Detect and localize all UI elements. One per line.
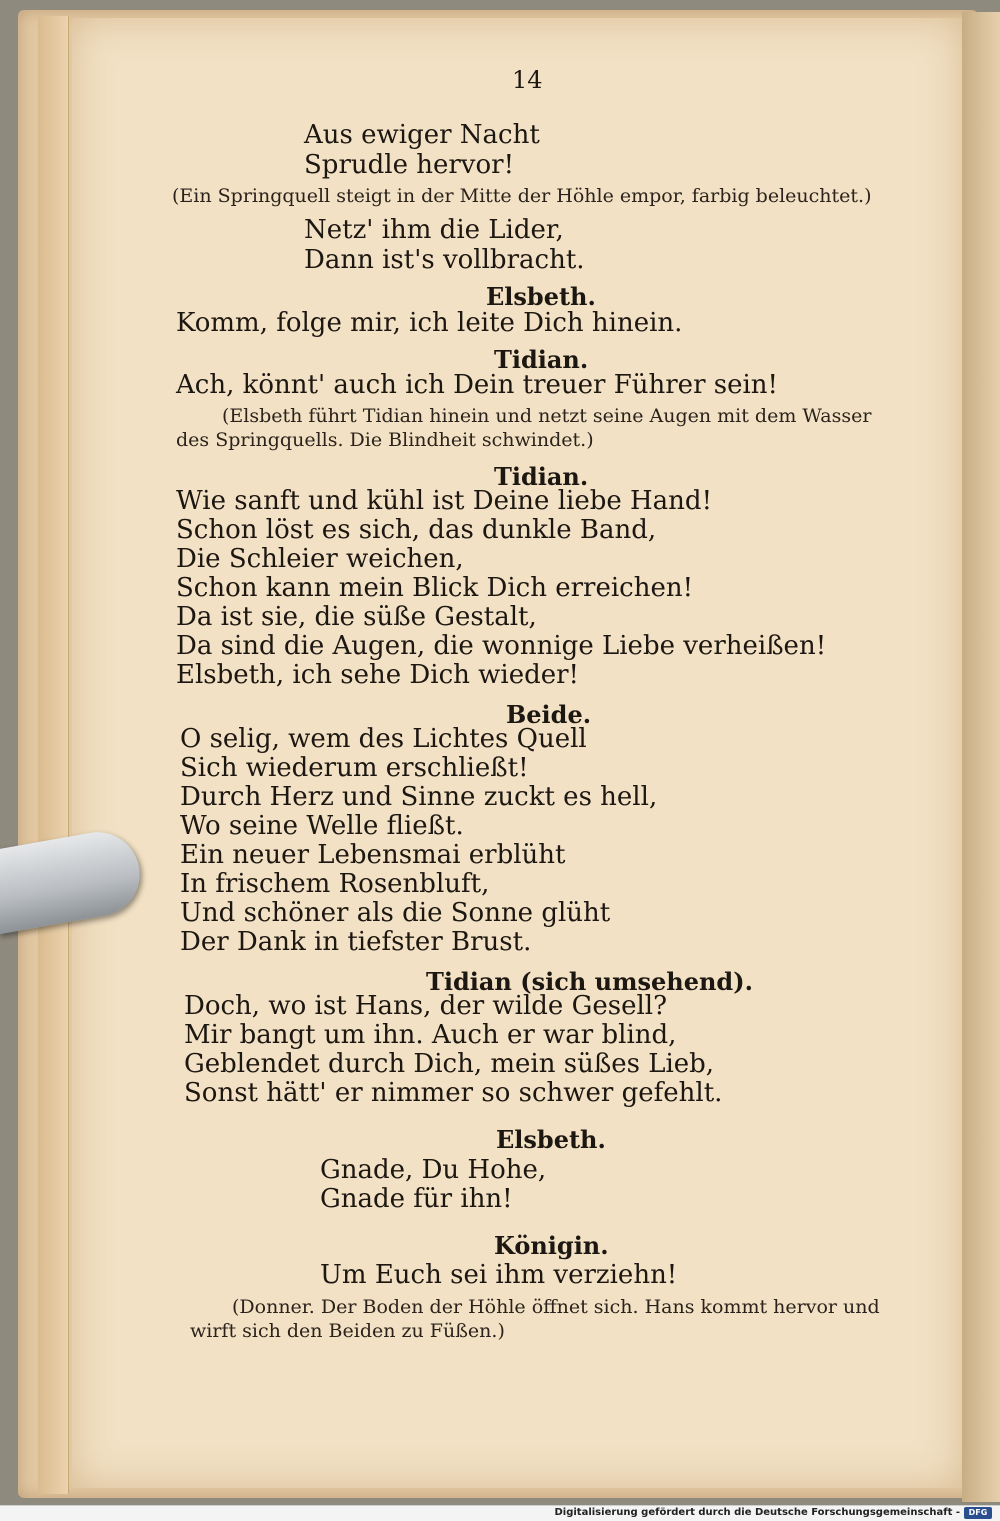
- speaker-name: Königin.: [494, 1231, 609, 1260]
- next-page-edge: [962, 12, 1000, 1502]
- verse-line: Geblendet durch Dich, mein süßes Lieb,: [184, 1049, 715, 1079]
- footer-bar: [0, 1505, 1000, 1521]
- speaker-name: Elsbeth.: [496, 1125, 606, 1154]
- verse-line: Netz' ihm die Lider,: [304, 215, 564, 245]
- verse-line: Um Euch sei ihm verziehn!: [320, 1260, 678, 1290]
- verse-line: Gnade für ihn!: [320, 1184, 513, 1214]
- verse-line: Elsbeth, ich sehe Dich wieder!: [176, 660, 579, 690]
- verse-line: Schon kann mein Blick Dich erreichen!: [176, 573, 694, 603]
- speaker-name: Tidian.: [494, 345, 589, 374]
- verse-line: Sprudle hervor!: [304, 150, 515, 180]
- funding-credit: Digitalisierung gefördert durch die Deutsche Forschungsgemeinschaft -: [554, 1507, 960, 1518]
- page-number: 14: [512, 66, 543, 94]
- dfg-logo: DFG: [964, 1507, 992, 1519]
- verse-line: Komm, folge mir, ich leite Dich hinein.: [176, 308, 683, 338]
- speaker-name: Elsbeth.: [486, 282, 596, 311]
- stage-direction: (Elsbeth führt Tidian hinein und netzt seine Augen mit dem Wasser: [222, 405, 872, 427]
- page-edges: [38, 16, 69, 1494]
- verse-line: Ein neuer Lebensmai erblüht: [180, 840, 566, 870]
- verse-line: In frischem Rosenbluft,: [180, 869, 490, 899]
- verse-line: Der Dank in tiefster Brust.: [180, 927, 532, 957]
- verse-line: Schon löst es sich, das dunkle Band,: [176, 515, 657, 545]
- verse-line: Wo seine Welle fließt.: [180, 811, 464, 841]
- verse-line: Da ist sie, die süße Gestalt,: [176, 602, 537, 632]
- verse-line: Doch, wo ist Hans, der wilde Gesell?: [184, 991, 668, 1021]
- verse-line: Sich wiederum erschließt!: [180, 753, 529, 783]
- verse-line: Sonst hätt' er nimmer so schwer gefehlt.: [184, 1078, 723, 1108]
- verse-line: Aus ewiger Nacht: [304, 120, 540, 150]
- speaker-name: Tidian.: [494, 462, 589, 491]
- verse-line: Dann ist's vollbracht.: [304, 245, 585, 275]
- verse-line: Gnade, Du Hohe,: [320, 1155, 547, 1185]
- verse-line: Die Schleier weichen,: [176, 544, 464, 574]
- verse-line: Und schöner als die Sonne glüht: [180, 898, 611, 928]
- verse-line: Durch Herz und Sinne zuckt es hell,: [180, 782, 658, 812]
- speaker-name: Tidian (sich umsehend).: [426, 967, 753, 996]
- stage-direction: wirft sich den Beiden zu Füßen.): [190, 1320, 505, 1342]
- verse-line: Ach, könnt' auch ich Dein treuer Führer sein!: [176, 370, 778, 400]
- stage-direction: des Springquells. Die Blindheit schwindet.): [176, 429, 594, 451]
- stage-direction: (Ein Springquell steigt in der Mitte der Höhle empor, farbig beleuchtet.): [172, 185, 872, 207]
- verse-line: Da sind die Augen, die wonnige Liebe verheißen!: [176, 631, 827, 661]
- speaker-name: Beide.: [506, 700, 592, 729]
- verse-line: Mir bangt um ihn. Auch er war blind,: [184, 1020, 677, 1050]
- verse-line: O selig, wem des Lichtes Quell: [180, 724, 587, 754]
- verse-line: Wie sanft und kühl ist Deine liebe Hand!: [176, 486, 713, 516]
- stage-direction: (Donner. Der Boden der Höhle öffnet sich. Hans kommt hervor und: [232, 1296, 880, 1318]
